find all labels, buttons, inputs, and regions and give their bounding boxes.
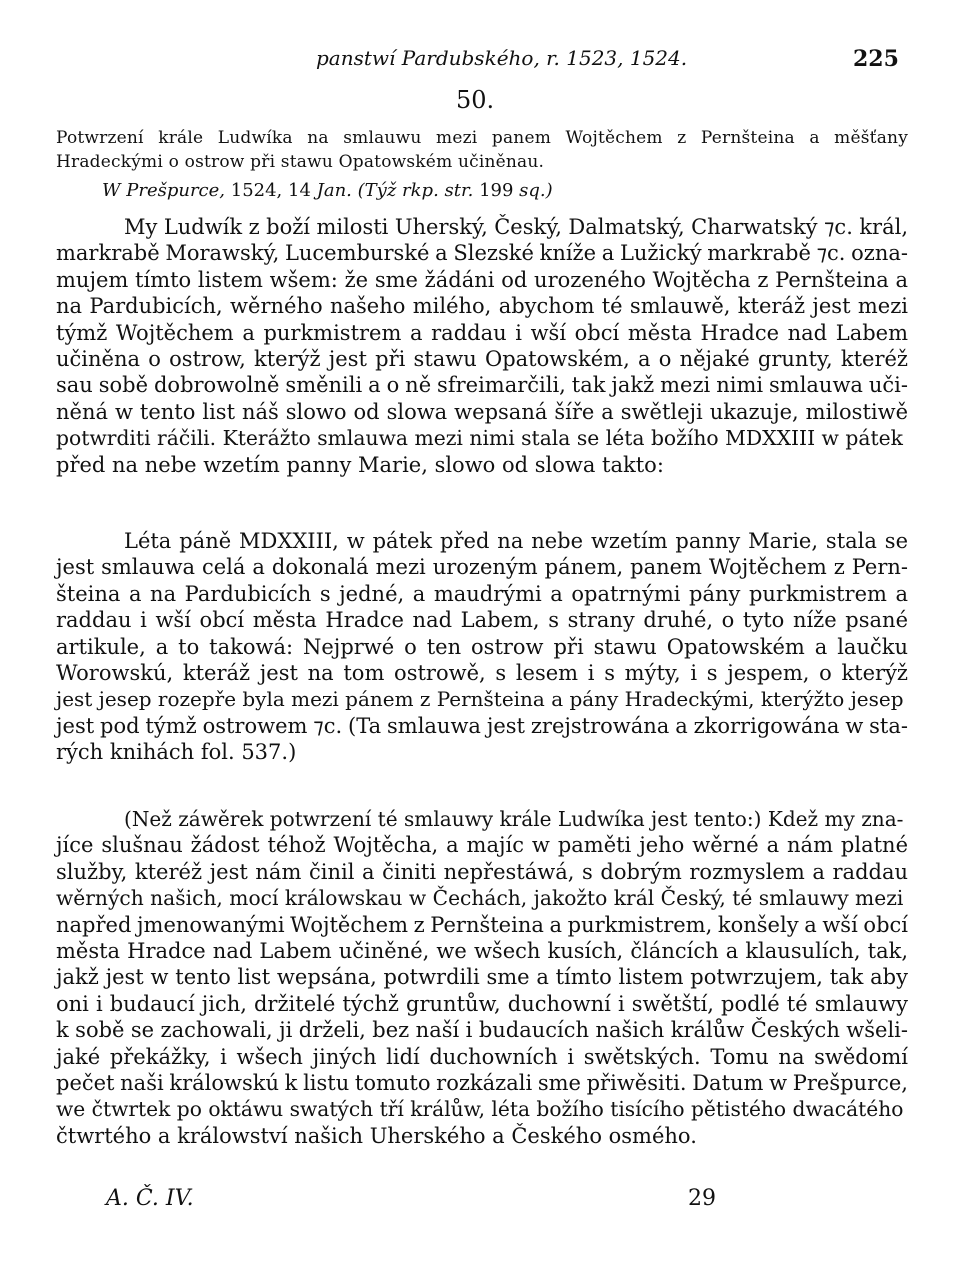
text-line: města Hradce nad Labem učiněné, we wšech kusích, článcích a klausulích, tak, <box>56 939 908 963</box>
text-line: (Než záwěrek potwrzení té smlauwy krále Ludwíka jest tento:) Kdež my zna- <box>124 807 904 831</box>
text-line: učiněna o ostrow, kterýž jest při stawu Opatowském, a o nějaké grunty, kteréž <box>56 347 908 371</box>
text-line: napřed jmenowanými Wojtěchem z Pernšteina a purkmistrem, konšely a wší obcí <box>56 912 908 937</box>
text-line: služby, kteréž jest nám činil a činiti nepřestáwá, s dobrým rozmyslem a raddau <box>56 859 908 884</box>
text-line: oni i budaucí jich, držitelé týchž gruntůw, duchowní i swětští, podlé té smlauwy <box>56 991 908 1016</box>
text-line: šteina a na Pardubicích s jedné, a maudrými a opatrnými pány purkmistrem a <box>56 581 908 606</box>
signature-mark: A. Č. IV. <box>106 1186 194 1211</box>
text-line: jest jesep rozepře byla mezi pánem z Pernšteina a pány Hradeckými, kterýžto jesep <box>56 687 904 712</box>
text-line: rých knihách fol. 537.) <box>56 740 297 765</box>
dateline-pages: 199 <box>479 180 514 201</box>
text-line: k sobě se zachowali, ji drželi, bez naší i budaucích našich králůw Českých wšeli- <box>56 1018 908 1043</box>
text-line: wěrných našich, mocí králowskau w Čechách, jakožto král Český, té smlauwy mezi <box>56 886 904 911</box>
text-line: týmž Wojtěchem a purkmistrem a raddau i wší obcí města Hradce nad Labem <box>56 320 908 345</box>
text-line: před na nebe wzetím panny Marie, slowo od slowa takto: <box>56 452 664 477</box>
text-line: artikule, a to takowá: Nejprwé o ten ostrow při stawu Opatowském a laučku <box>56 634 908 659</box>
summary-line: Potwrzení krále Ludwíka na smlauwu mezi panem Wojtěchem z Pernšteina a měšťany <box>56 128 908 148</box>
text-line: něná w tento list náš slowo od slowa wepsaná šíře a swětleji ukazuje, milostiwě <box>56 399 908 424</box>
text-line: jakž jest w tento list wepsána, potwrdili sme a tímto listem potwrzujem, tak aby <box>56 965 908 990</box>
text-line: jest smlauwa celá a dokonalá mezi urozeným pánem, panem Wojtěchem z Pern- <box>56 555 908 580</box>
text-line: čtwrtého a králowství našich Uherského a Českého osmého. <box>56 1123 697 1148</box>
summary-line: Hradeckými o ostrow při stawu Opatowském učiněnau. <box>56 152 545 172</box>
text-line: markrabě Morawský, Lucemburské a Slezské kníže a Lužický markrabě ⁊c. ozna- <box>56 241 908 266</box>
text-line: potwrditi ráčili. Kterážto smlauwa mezi nimi stala se léta božího MDXXIII w pátek <box>56 426 903 451</box>
dateline-place: W Prešpurce, <box>102 180 226 201</box>
document-number: 50. <box>456 86 495 114</box>
text-line: pečet naši králowskú k listu tomuto rozkázali sme přiwěsiti. Datum w Prešpurce, <box>56 1071 908 1095</box>
dateline-month: Jan. <box>316 180 352 201</box>
text-line: we čtwrtek po oktáwu swatých tří králůw, léta božího tisícího pětistého dwacátého <box>56 1097 904 1122</box>
running-head: panstwí Pardubského, r. 1523, 1524. <box>316 46 688 70</box>
text-line: jest pod týmž ostrowem ⁊c. (Ta smlauwa jest zrejstrowána a zkorrigowána w sta- <box>56 713 908 738</box>
text-line: na Pardubicích, wěrného našeho milého, abychom té smlauwě, kteráž jest mezi <box>56 294 908 319</box>
dateline-source: (Týž rkp. str. <box>357 180 474 201</box>
text-line: sau sobě dobrowolně směnili a o ně sfreimarčili, tak jakž mezi nimi smlauwa uči- <box>56 373 908 398</box>
dateline-sq: sq.) <box>519 180 553 201</box>
page-number: 225 <box>853 46 899 72</box>
text-line: Worowskú, kteráž jest na tom ostrowě, s lesem i s mýty, i s jespem, o kterýž <box>56 661 908 685</box>
sheet-number: 29 <box>688 1186 716 1211</box>
dateline <box>102 180 553 201</box>
dateline-date: 1524, 14 <box>230 180 311 201</box>
text-line: jaké překážky, i wšech jiných lidí duchowních i swětských. Tomu na swědomí <box>56 1044 908 1069</box>
text-line: My Ludwík z boží milosti Uherský, Český, Dalmatský, Charwatský ⁊c. král, <box>124 215 908 239</box>
text-line: Léta páně MDXXIII, w pátek před na nebe wzetím panny Marie, stala se <box>124 529 908 553</box>
text-line: raddau i wší obcí města Hradce nad Labem, s strany druhé, o tyto níže psané <box>56 608 908 633</box>
text-line: jíce slušnau žádost téhož Wojtěcha, a majíc w paměti jeho wěrné a nám platné <box>56 833 908 858</box>
text-line: mujem tímto listem wšem: že sme žádáni od urozeného Wojtěcha z Pernšteina a <box>56 267 908 292</box>
